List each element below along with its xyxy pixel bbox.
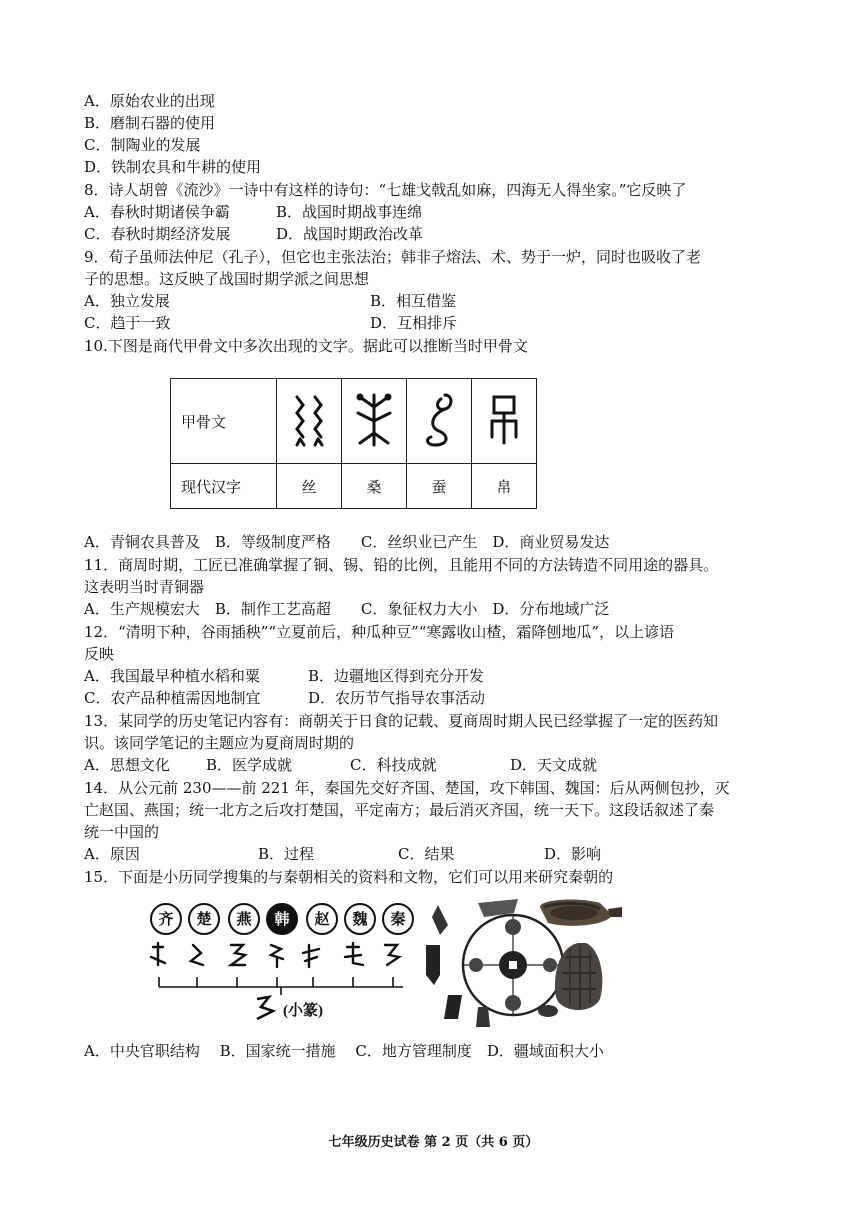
seal-qi: 齐 [150,903,182,935]
small-seal-label: (小篆) [283,1003,323,1019]
q14-stem-1: 14．从公元前 230——前 221 年，秦国先交好齐国、楚国，攻下韩国、魏国：后从两侧包抄，灭 [84,779,730,797]
q13-option-d[interactable]: D．天文成就 [510,756,598,774]
q13-stem-2: 识。该同学笔记的主题应为夏商周时期的 [84,734,355,752]
oracle-glyph-sang [342,379,407,464]
q15-options[interactable]: A．中央官职结构 B．国家统一措施 C．地方管理制度 D．疆域面积大小 [84,1042,604,1060]
q7-option-a[interactable]: A．原始农业的出现 [84,92,215,110]
q9-stem-1: 9．荀子虽师法仲尼（孔子），但它也主张法治；韩非子熔法、术、势于一炉，同时也吸收了老 [84,248,702,266]
q12-stem-1: 12．“清明下种，谷雨插秧”“立夏前后，种瓜种豆”“寒露收山楂，霜降刨地瓜”，以上谚语 [84,623,675,641]
q9-stem-2: 子的思想。这反映了战国时期学派之间思想 [84,270,370,288]
seal-chu: 楚 [188,903,220,935]
table-head-modern: 现代汉字 [171,464,277,509]
q7-option-b[interactable]: B．磨制石器的使用 [84,114,216,132]
seal-wei: 魏 [344,903,376,935]
modern-char-bo: 帛 [472,464,537,509]
oracle-bone-table [170,378,537,509]
q13-option-b[interactable]: B．医学成就 [206,756,293,774]
modern-char-sang: 桑 [342,464,407,509]
q10-options[interactable]: A．青铜农具普及 B．等级制度严格 C．丝织业已产生 D．商业贸易发达 [84,533,610,551]
q14-stem-2: 亡赵国、燕国；统一北方之后攻打楚国，平定南方；最后消灭齐国，统一天下。这段话叙述了秦 [84,801,715,819]
q8-stem: 8．诗人胡曾《流沙》一诗中有这样的诗句：“七雄戈戟乱如麻，四海无人得坐家。”它反映了 [84,181,687,199]
q8-option-c[interactable]: C．春秋时期经济发展 [84,225,231,243]
seal-zhao: 赵 [306,903,338,935]
seal-han: 韩 [266,903,298,935]
modern-char-si: 丝 [277,464,342,509]
q13-option-a[interactable]: A．思想文化 [84,756,170,774]
script-unification-diagram [145,935,415,1025]
q14-option-b[interactable]: B．过程 [258,845,315,863]
q12-option-a[interactable]: A．我国最早种植水稻和粟 [84,667,260,685]
q14-option-c[interactable]: C．结果 [398,845,455,863]
q15-stem: 15．下面是小历同学搜集的与秦朝相关的资料和文物，它们可以用来研究秦朝的 [84,868,614,886]
q9-option-c[interactable]: C．趋于一致 [84,314,171,332]
oracle-glyph-can [407,379,472,464]
q9-option-b[interactable]: B．相互借鉴 [370,292,457,310]
seal-yan: 燕 [228,903,260,935]
q14-option-a[interactable]: A．原因 [84,845,140,863]
q14-option-d[interactable]: D．影响 [544,845,602,863]
seal-qin: 秦 [382,903,414,935]
q11-stem-2: 这表明当时青铜器 [84,578,205,596]
q11-stem-1: 11．商周时期，工匠已准确掌握了铜、锡、铅的比例，且能用不同的方法铸造不同用途的器具。 [84,556,719,574]
q13-stem-1: 13．某同学的历史笔记内容有：商朝关于日食的记载、夏商周时期人民已经掌握了一定的医药知 [84,712,719,730]
oracle-glyph-si [277,379,342,464]
q13-option-c[interactable]: C．科技成就 [350,756,437,774]
q7-option-c[interactable]: C．制陶业的发展 [84,136,201,154]
page-footer: 七年级历史试卷 第 2 页（共 6 页） [328,1135,539,1150]
q8-option-d[interactable]: D．战国时期政治改革 [276,225,424,243]
q11-options[interactable]: A．生产规模宏大 B．制作工艺高超 C．象征权力大小 D．分布地域广泛 [84,600,610,618]
oracle-glyph-bo [472,379,537,464]
q12-stem-2: 反映 [84,645,115,663]
q9-option-a[interactable]: A．独立发展 [84,292,170,310]
q12-option-c[interactable]: C．农产品种植需因地制宜 [84,689,261,707]
q8-option-b[interactable]: B．战国时期战事连绵 [276,203,423,221]
q10-stem: 10.下图是商代甲骨文中多次出现的文字。据此可以推断当时甲骨文 [84,337,528,355]
q14-stem-3: 统一中国的 [84,823,160,841]
q12-option-d[interactable]: D．农历节气指导农事活动 [308,689,486,707]
q9-option-d[interactable]: D．互相排斥 [370,314,458,332]
table-head-oracle: 甲骨文 [171,379,277,464]
modern-char-can: 蚕 [407,464,472,509]
q12-option-b[interactable]: B．边疆地区得到充分开发 [308,667,485,685]
q8-option-a[interactable]: A．春秋时期诸侯争霸 [84,203,230,221]
quan-weight-image [530,893,630,1028]
q7-option-d[interactable]: D．铁制农具和牛耕的使用 [84,158,262,176]
